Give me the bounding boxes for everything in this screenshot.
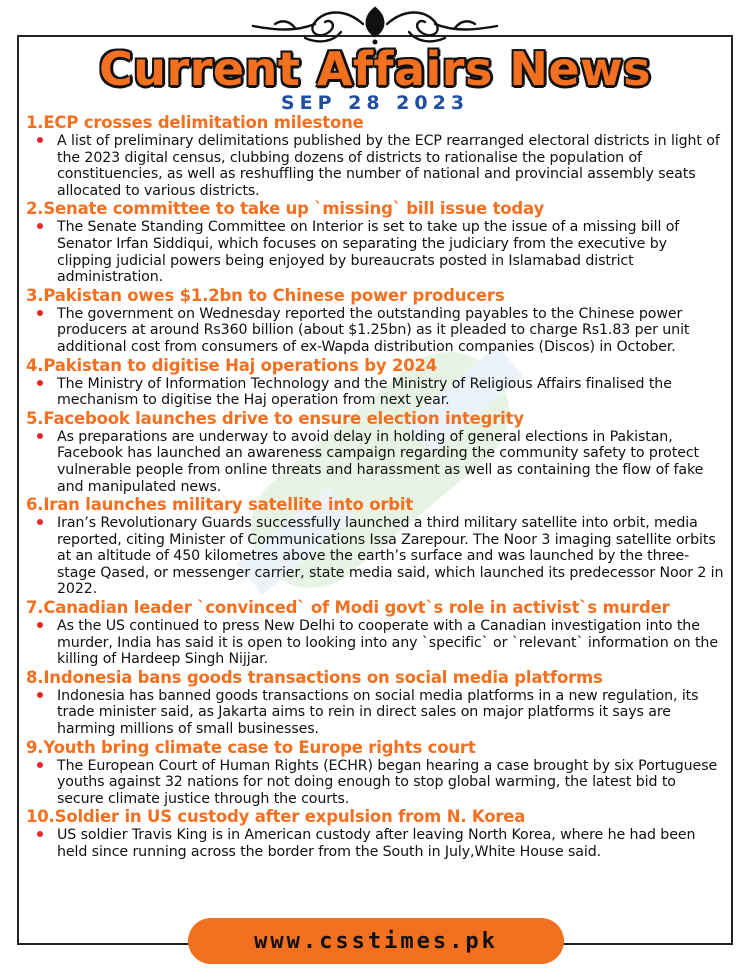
news-body: US soldier Travis King is in American custody after leaving North Korea, where he had been held since running across the border from the South in July,White House said. [57,827,696,860]
issue-date: SEP 28 2023 [280,92,470,114]
bullet-icon [37,137,43,143]
news-item [26,807,726,860]
news-item [26,286,726,356]
news-item [26,199,726,285]
news-bullet-row [26,618,726,668]
news-headline: 10.Soldier in US custody after expulsion from N. Korea [26,807,526,827]
news-body: The Ministry of Information Technology and the Ministry of Religious Affairs finalised the mechanism to digitise the Haj operation from next year. [57,375,672,409]
header [0,42,750,96]
news-headline: 9.Youth bring climate case to Europe rights court [26,737,476,757]
news-item [26,668,726,738]
news-headline: 7.Canadian leader `convinced` of Modi govt`s role in activist`s murder [26,598,670,618]
news-body: The Senate Standing Committee on Interior is set to take up the issue of a missing bill of Senator Irfan Siddiqui, which focuses on separating the judiciary from the executive by clipping judicial powers being enjoyed by bureaucrats posted in Islamabad district administration. [57,219,680,286]
website-link[interactable]: www.csstimes.pk [254,928,498,954]
news-body: The European Court of Human Rights (ECHR) began hearing a case brought by six Portuguese youths against 32 nations for not doing enough to stop global warming, the latest bid to secure climate justice through the courts. [57,757,718,807]
news-body: Indonesia has banned goods transactions on social media platforms in a new regulation, its trade minister said, as Jakarta aims to rein in direct sales on major platforms it says are harming millions of small businesses. [57,687,699,738]
news-bullet-row [26,758,726,808]
news-body: As preparations are underway to avoid delay in holding of general elections in Pakistan, Facebook has launched an awareness campaign regarding the community safety to protect vulnerable people from online threats and harassment as well as containing the flow of fake and manipulated news. [57,428,704,495]
bullet-icon [37,831,43,837]
bullet-icon [37,692,43,698]
news-body: Iran’s Revolutionary Guards successfully launched a third military satellite into orbit, media reported, citing Minister of Communications Issa Zarepour. The Noor 3 imaging satellite orbits at an altitude of 450 kilometres above the earth’s surface and was launched by the three-stage Qased, or messenger carrier, state media said, which launched its predecessor Noor 2 in 2022. [57,515,724,598]
news-item [26,356,726,409]
bullet-icon [37,762,43,768]
news-headline: 3.Pakistan owes $1.2bn to Chinese power producers [26,285,505,305]
news-item [26,495,726,598]
page-title: Current Affairs News [99,42,651,96]
news-bullet-row [26,429,726,495]
news-bullet-row [26,376,726,409]
news-headline: 1.ECP crosses delimitation milestone [26,113,364,132]
news-bullet-row [26,688,726,738]
news-body: As the US continued to press New Delhi to cooperate with a Canadian investigation into the murder, India has said it is open to looking into any `specific` or `relevant` information on the killing of Hardeep Singh Nijjar. [57,618,718,668]
bullet-icon [37,380,43,386]
news-item [26,738,726,808]
news-headline: 2.Senate committee to take up `missing` bill issue today [26,199,545,219]
news-headline: 5.Facebook launches drive to ensure election integrity [26,408,524,428]
news-headline: 6.Iran launches military satellite into orbit [26,495,414,515]
news-body: A list of preliminary delimitations published by the ECP rearranged electoral districts in light of the 2023 digital census, clubbing dozens of districts to rationalise the population of constituencies, as well as reshuffling the number of national and provincial assembly seats allocated to various districts. [57,133,720,199]
news-item [26,409,726,495]
news-bullet-row [26,219,726,285]
news-item [26,113,726,199]
bullet-icon [37,310,43,316]
bullet-icon [37,519,43,525]
news-headline: 8.Indonesia bans goods transactions on social media platforms [26,667,603,687]
bullet-icon [37,433,43,439]
news-bullet-row [26,827,726,860]
news-body: The government on Wednesday reported the outstanding payables to the Chinese power producers at around Rs360 billion (about $1.25bn) as it pleaded to charge Rs1.83 per unit additional cost from consumers of ex-Wapda distribution companies (Discos) in October. [57,305,690,355]
website-banner[interactable] [188,918,564,964]
news-bullet-row [26,306,726,356]
news-item [26,598,726,668]
news-bullet-row [26,515,726,598]
decorative-flourish-icon [245,2,505,46]
bullet-icon [37,223,43,229]
news-bullet-row [26,133,726,199]
news-headline: 4.Pakistan to digitise Haj operations by 2024 [26,355,438,375]
news-list [26,113,726,861]
bullet-icon [37,622,43,628]
